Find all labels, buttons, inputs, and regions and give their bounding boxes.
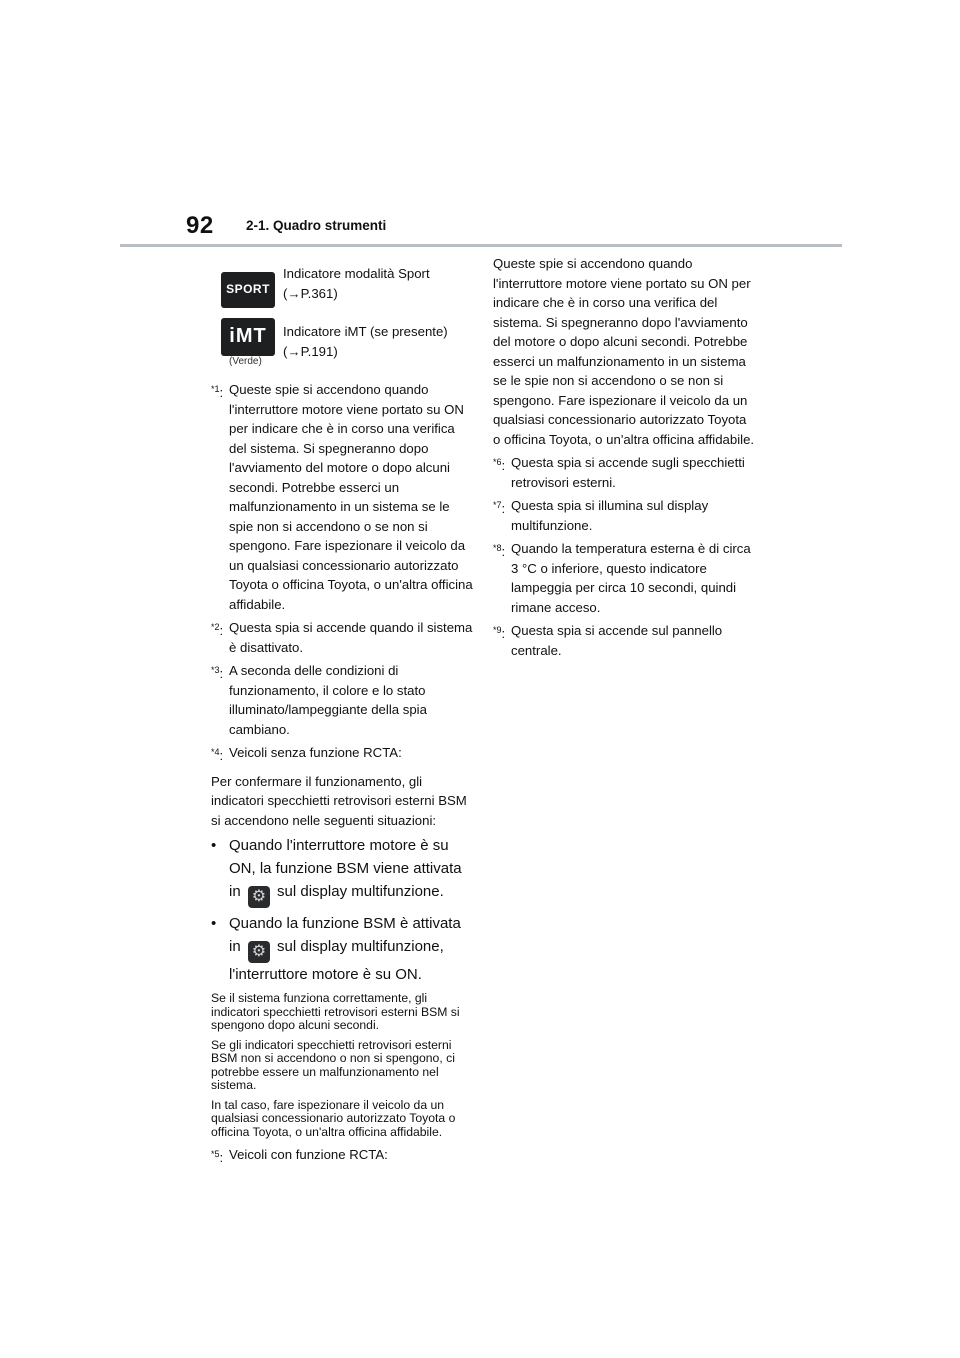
indicator-row-sport (211, 262, 473, 318)
footnote: $^{*4}$: Veicoli senza funzione RCTA: (211, 743, 473, 766)
footnote: $^{*7}$: Questa spia si illumina sul display multifunzione. (493, 496, 755, 535)
footnote-text: Quando la temperatura esterna è di circa 3 °C o inferiore, questo indicatore lampeggia per circa 10 secondi, quindi rimane acceso. (511, 541, 751, 615)
footnote-mark: *5 (211, 1149, 220, 1159)
footnote-text: Questa spia si accende sugli specchietti retrovisori esterni. (511, 455, 745, 490)
sport-mode-icon: SPORT (221, 272, 275, 308)
left-column (211, 262, 473, 1168)
bullet-text: Quando l'interruttore motore è su ON, la funzione BSM viene attivata in (229, 837, 462, 900)
footnote-mark: *9 (493, 625, 502, 635)
indicator-page-ref: (→P.191) (283, 343, 338, 359)
indicator-row-imt (211, 318, 473, 376)
footnote-text: Questa spia si accende sul pannello centrale. (511, 623, 723, 658)
footnote: $^{*1}$: Queste spie si accendono quando l'interruttore motore viene portato su ON per indicare che è in corso una verifica del sistema. Si spegneranno dopo l'avviamento del motore o dopo alcuni secondi. Potrebbe esserci un malfunzionamento in un sistema se le spie non si accendono o se non si spengono. Fare ispezionare il veicolo da un qualsiasi concessionario autorizzato Toyota o officina Toyota, o un'altra officina affidabile. (211, 380, 473, 614)
footnote: $^{*3}$: A seconda delle condizioni di funzionamento, il colore e lo stato illuminato/lampeggiante della spia cambiano. (211, 661, 473, 739)
header-rule (120, 244, 842, 247)
footnote-mark: *6 (493, 457, 502, 467)
footnote: $^{*9}$: Questa spia si accende sul pannello centrale. (493, 621, 755, 660)
footnote-mark: *7 (493, 500, 502, 510)
bullet-text: sul display multifunzione. (277, 883, 444, 900)
footnote-text: Veicoli con funzione RCTA: (229, 1147, 388, 1162)
bullet-text: sul display multifunzione, l'interruttore motore è su ON. (229, 938, 444, 983)
section-title: 2-1. Quadro strumenti (246, 218, 387, 233)
settings-gear-icon: ⚙ (248, 886, 270, 908)
footnote-mark: *2 (211, 622, 220, 632)
body-paragraph: Se il sistema funziona correttamente, gli indicatori specchietti retrovisori esterni BSM si spengono dopo alcuni secondi. (211, 991, 460, 1032)
footnote-text: Questa spia si accende quando il sistema è disattivato. (229, 620, 473, 655)
intro-paragraph: Per confermare il funzionamento, gli indicatori specchietti retrovisori esterni BSM si accendono nelle seguenti situazioni: (211, 773, 467, 828)
indicator-label: Indicatore modalità Sport (283, 266, 430, 281)
footnote: $^{*5}$: Veicoli con funzione RCTA: (211, 1145, 473, 1168)
footnote-mark: *8 (493, 543, 502, 553)
footnote-text: Veicoli senza funzione RCTA: (229, 745, 402, 760)
footnote-mark: *1 (211, 384, 220, 394)
imt-icon: iMT (221, 318, 275, 356)
settings-gear-icon: ⚙ (248, 941, 270, 963)
footnote: $^{*8}$: Quando la temperatura esterna è di circa 3 °C o inferiore, questo indicatore lampeggia per circa 10 secondi, quindi rimane acceso. (493, 539, 755, 617)
indicator-page-ref: (→P.361) (283, 285, 338, 301)
body-paragraph: Se gli indicatori specchietti retrovisori esterni BSM non si accendono o non si spengono, ci potrebbe essere un malfunzionamento nel sistema. (211, 1037, 455, 1092)
indicator-label: Indicatore iMT (se presente) (283, 324, 448, 339)
bullet-item: • Quando la funzione BSM è attivata in ⚙ sul display multifunzione, l'interruttore motore è su ON. (211, 915, 461, 983)
footnote-mark: *3 (211, 665, 220, 675)
footnote-text: Questa spia si illumina sul display multifunzione. (511, 498, 709, 533)
right-column (493, 254, 755, 660)
body-paragraph: In tal caso, fare ispezionare il veicolo da un qualsiasi concessionario autorizzato Toyota o officina Toyota, o un'altra officina affidabile. (211, 1097, 456, 1139)
bullet-text: Quando la funzione BSM è attivata in (229, 915, 461, 955)
right-intro-paragraph: Queste spie si accendono quando l'interruttore motore viene portato su ON per indicare che è in corso una verifica del sistema. Si spegneranno dopo l'avviamento del motore o dopo alcuni secondi. Potrebbe esserci un malfunzionamento in un sistema se le spie non si accendono o se non si spengono. Fare ispezionare il veicolo da un qualsiasi concessionario autorizzato Toyota o officina Toyota, o un'altra officina affidabile. (493, 256, 755, 447)
page-number: 92 (186, 212, 214, 239)
footnote: $^{*6}$: Questa spia si accende sugli specchietti retrovisori esterni. (493, 453, 755, 492)
footnote: $^{*2}$: Questa spia si accende quando il sistema è disattivato. (211, 618, 473, 657)
bullet-item: • Quando l'interruttore motore è su ON, la funzione BSM viene attivata in ⚙ sul display multifunzione. (211, 834, 473, 908)
indicator-color-note: (Verde) (229, 356, 262, 367)
footnote-text: A seconda delle condizioni di funzionamento, il colore e lo stato illuminato/lampeggiante della spia cambiano. (229, 663, 427, 737)
footnote-text: Queste spie si accendono quando l'interruttore motore viene portato su ON per indicare che è in corso una verifica del sistema. Si spegneranno dopo l'avviamento del motore o dopo alcuni secondi. Potrebbe esserci un malfunzionamento in un sistema se le spie non si accendono o se non si spengono. Fare ispezionare il veicolo da un qualsiasi concessionario autorizzato Toyota o officina Toyota, o un'altra officina affidabile. (229, 382, 473, 612)
footnote-mark: *4 (211, 747, 220, 757)
